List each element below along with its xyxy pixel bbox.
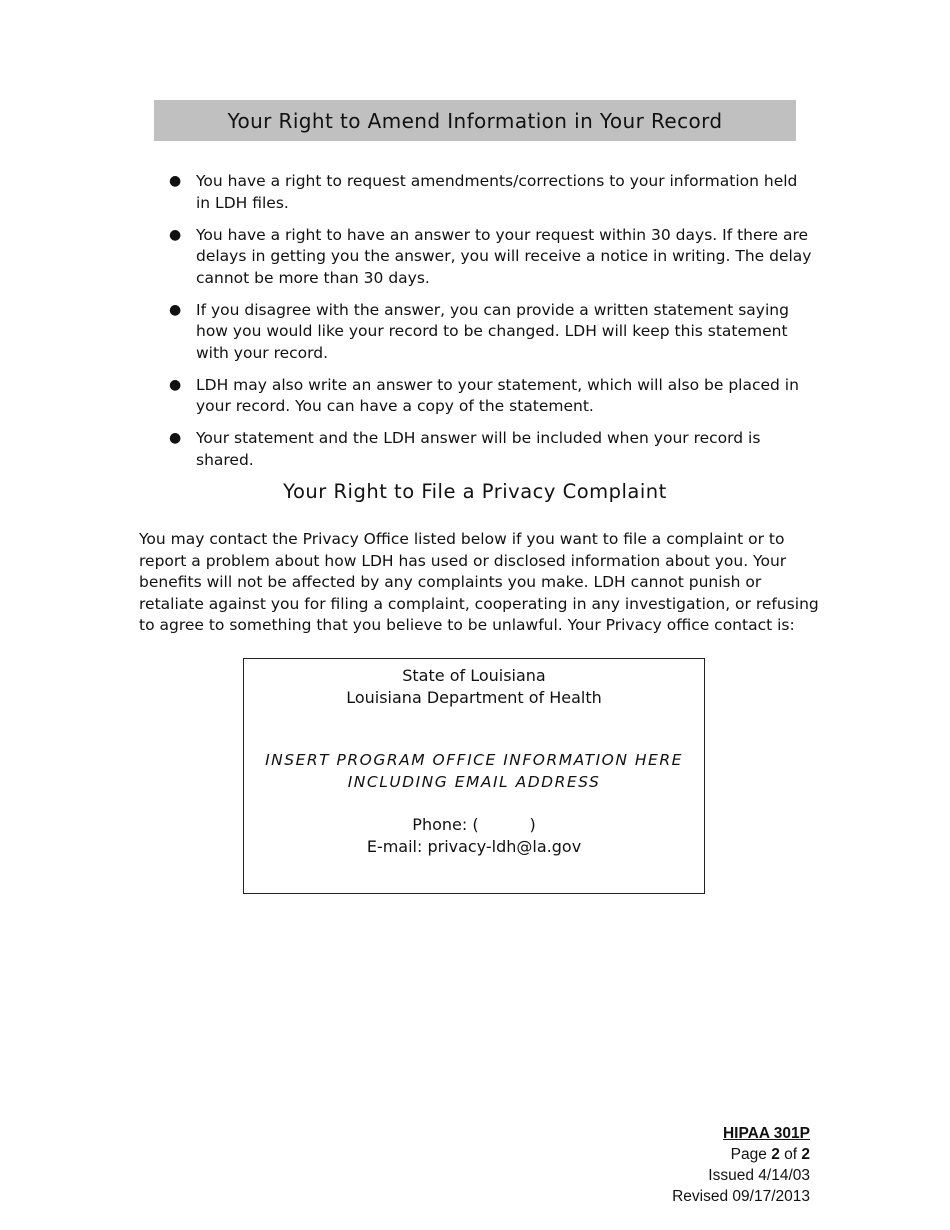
- page-label: Page: [730, 1146, 767, 1163]
- form-footer: [672, 1123, 810, 1207]
- contact-department: Louisiana Department of Health: [346, 687, 602, 707]
- list-item-text: If you disagree with the answer, you can provide a written statement saying how you would like your record to be changed. LDH will keep this statement with your record.: [196, 300, 789, 362]
- list-item: [166, 375, 816, 418]
- contact-state: State of Louisiana: [402, 666, 546, 685]
- list-item-text: LDH may also write an answer to your statement, which will also be placed in your record. You can have a copy of the statement.: [196, 375, 799, 415]
- page-number: [672, 1144, 810, 1165]
- complaint-paragraph: You may contact the Privacy Office listed below if you want to file a complaint or to report a problem about how LDH has used or disclosed information about you. Your benefits will not be affected by any complaints you make. LDH cannot punish or retaliate against you for filing a complaint, cooperating in any investigation, or refusing to agree to something that you believe to be unlawful. Your Privacy office contact is:: [139, 530, 819, 634]
- contact-insert-line-1: INSERT PROGRAM OFFICE INFORMATION HERE: [265, 751, 683, 769]
- revised-date: Revised 09/17/2013: [672, 1188, 810, 1205]
- bullet-icon: ●: [169, 226, 182, 243]
- list-item: [166, 428, 816, 471]
- issued-date: Issued 4/14/03: [708, 1167, 810, 1184]
- form-id: HIPAA 301P: [722, 1125, 810, 1142]
- amend-section-title: Your Right to Amend Information in Your Record: [154, 100, 796, 141]
- complaint-section-title: Your Right to File a Privacy Complaint: [283, 480, 667, 503]
- list-item: [166, 300, 816, 365]
- contact-insert-line-2: INCLUDING EMAIL ADDRESS: [347, 772, 601, 791]
- page-total: 2: [801, 1146, 810, 1163]
- list-item: [166, 225, 816, 290]
- contact-email: E-mail: privacy-ldh@la.gov: [366, 836, 582, 856]
- amend-rights-list: [166, 171, 816, 482]
- list-item-text: You have a right to have an answer to your request within 30 days. If there are delays in getting you the answer, you will receive a notice in writing. The delay cannot be more than 30 days.: [196, 225, 812, 287]
- page-current: 2: [771, 1146, 780, 1163]
- page-of: of: [784, 1146, 798, 1163]
- contact-phone: Phone: ( ): [412, 815, 536, 834]
- list-item-text: Your statement and the LDH answer will be included when your record is shared.: [196, 429, 761, 469]
- bullet-icon: ●: [169, 376, 182, 393]
- bullet-icon: ●: [169, 430, 182, 446]
- bullet-icon: ●: [169, 173, 182, 189]
- list-item: [166, 171, 816, 214]
- bullet-icon: ●: [169, 301, 182, 318]
- privacy-office-contact-box: [243, 658, 705, 894]
- list-item-text: You have a right to request amendments/corrections to your information held in LDH files.: [196, 172, 798, 212]
